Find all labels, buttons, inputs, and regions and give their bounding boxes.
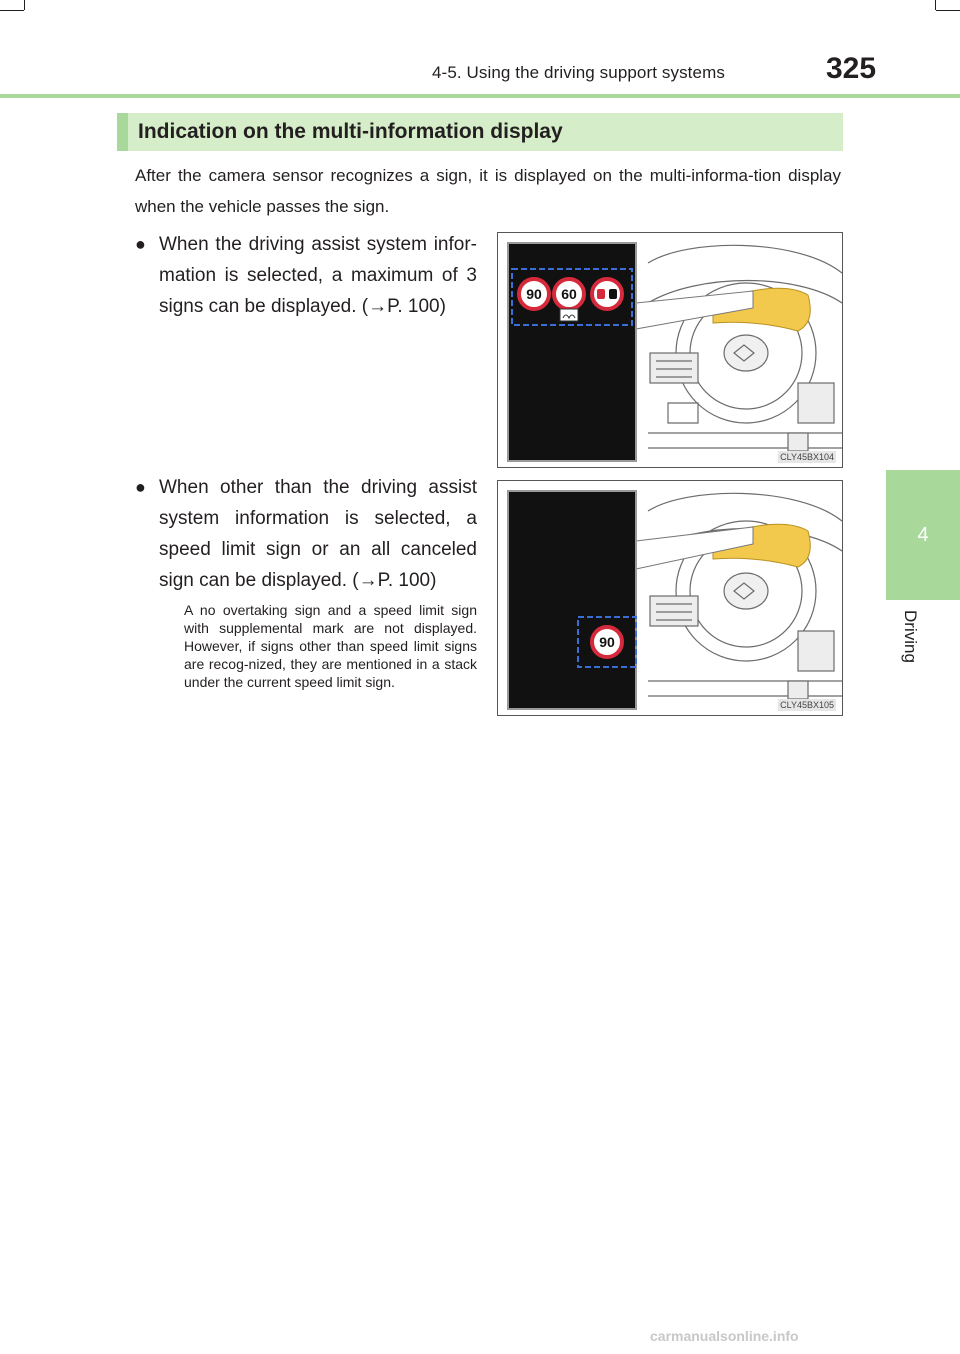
- sign-value: 90: [526, 286, 542, 302]
- crop-mark: [935, 0, 936, 10]
- dashboard-illustration: [498, 481, 842, 715]
- heading-accent-bar: [117, 113, 128, 151]
- crop-mark: [936, 10, 960, 11]
- watermark: carmanualsonline.info: [650, 1328, 799, 1344]
- no-overtaking-sign-icon: [592, 279, 622, 309]
- section-heading: [117, 113, 843, 151]
- chapter-number: 4: [917, 523, 929, 546]
- bullet-note: A no overtaking sign and a speed limit sign with supplemental mark are not displayed. However, if signs other than speed limit signs are recog-nized, they are mentioned in a stack under the current speed limit sign.: [184, 602, 477, 690]
- section-title: 4-5. Using the driving support systems: [432, 63, 725, 82]
- sign-value: 90: [599, 634, 615, 650]
- heading-text: Indication on the multi-information display: [138, 120, 563, 143]
- header-rule: [0, 94, 960, 98]
- page-number: 325: [826, 52, 877, 85]
- crop-mark: [0, 10, 24, 11]
- chapter-tab: [886, 470, 960, 600]
- figure-display-driving-assist: [497, 232, 843, 468]
- figure-display-other: [497, 480, 843, 716]
- bullet-marker: ●: [135, 477, 146, 497]
- bullet-text: When other than the driving assist system information is selected, a speed limit sign or an all canceled sign can be displayed. (→P. 100): [159, 477, 477, 591]
- dashboard-illustration: [498, 233, 842, 467]
- figure-code: CLY45BX105: [780, 700, 834, 710]
- chapter-name: Driving: [901, 610, 920, 663]
- figure-code: CLY45BX104: [780, 452, 834, 462]
- bullet-marker: ●: [135, 234, 146, 254]
- sign-value: 60: [561, 286, 577, 302]
- bullet-text: When the driving assist system infor-mation is selected, a maximum of 3 signs can be displayed. (→P. 100): [159, 234, 477, 317]
- bullet-item: [135, 472, 477, 596]
- crop-mark: [24, 0, 25, 10]
- intro-paragraph: After the camera sensor recognizes a sign, it is displayed on the multi-informa-tion display when the vehicle passes the sign.: [135, 166, 841, 216]
- bullet-item: [135, 229, 477, 322]
